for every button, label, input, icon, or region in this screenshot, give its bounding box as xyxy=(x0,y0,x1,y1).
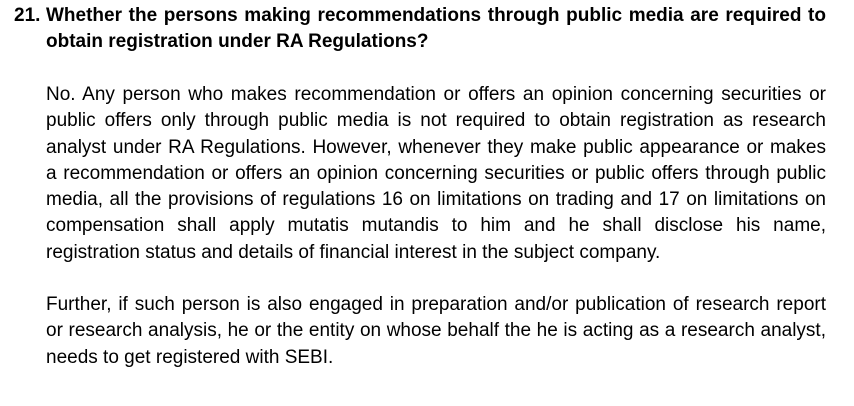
answer-paragraph-2: Further, if such person is also engaged in preparation and/or publication of research report or research analysis, he or the entity on whose behalf the he is acting as a research analyst, needs to get registered with SEBI. xyxy=(46,294,826,368)
question-number: 21. xyxy=(14,5,41,26)
faq-entry xyxy=(14,0,826,371)
question-text: Whether the persons making recommendations through public media are required to obtain registration under RA Regulations? xyxy=(46,5,826,52)
answer-paragraph-1: No. Any person who makes recommendation or offers an opinion concerning securities or public offers only through public media is not required to obtain registration as research analyst under RA Regulations. However, whenever they make public appearance or makes a recommendation or offers an opinion concerning securities or public offers through public media, all the provisions of regulations 16 on limitations on trading and 17 on limitations on compensation shall apply mutatis mutandis to him and he shall disclose his name, registration status and details of financial interest in the subject company. xyxy=(46,84,826,263)
question-heading xyxy=(14,3,826,55)
